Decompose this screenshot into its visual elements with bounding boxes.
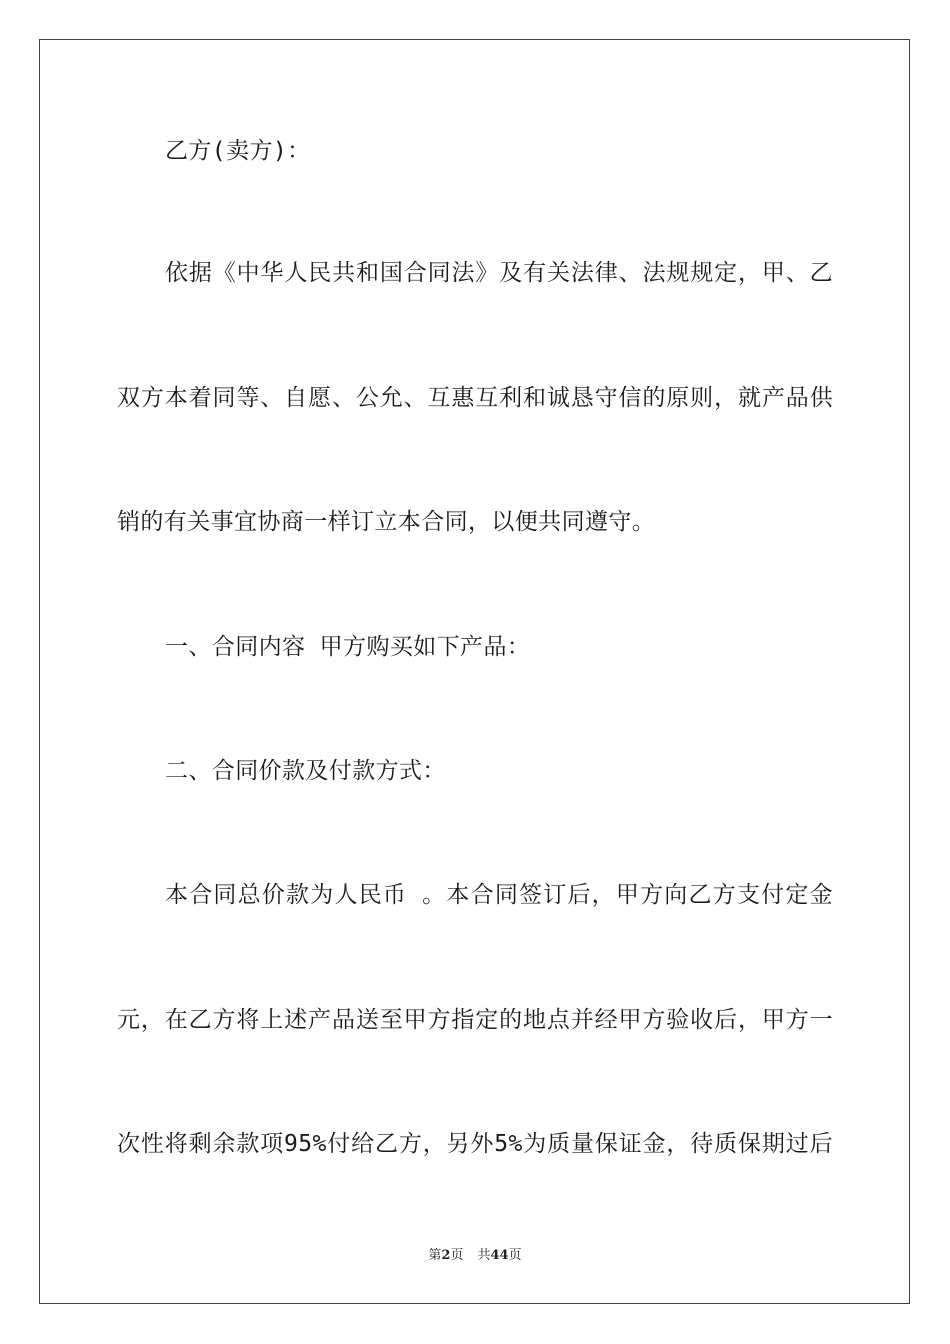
section-heading-contract-content: 一、合同内容 甲方购买如下产品： (165, 634, 531, 660)
page-prefix: 第 (428, 1248, 442, 1263)
paragraph-line: 元，在乙方将上述产品送至甲方指定的地点并经甲方验收后，甲方一 (117, 1007, 833, 1033)
paragraph-line: 双方本着同等、自愿、公允、互惠互利和诚恳守信的原则，就产品供 (117, 385, 833, 411)
paragraph-line: 依据《中华人民共和国合同法》及有关法律、法规规定，甲、乙 (165, 260, 833, 286)
total-suffix: 页 (508, 1248, 522, 1263)
total-pages: 44 (490, 1248, 509, 1263)
party-b-label: 乙方(卖方)： (165, 138, 311, 164)
page-suffix: 页 (450, 1248, 464, 1263)
total-prefix: 共 (477, 1248, 491, 1263)
paragraph-line: 销的有关事宜协商一样订立本合同，以便共同遵守。 (117, 509, 656, 535)
paragraph-line: 本合同总价款为人民币 。本合同签订后，甲方向乙方支付定金 (165, 882, 833, 908)
paragraph-line: 次性将剩余款项95%付给乙方，另外5%为质量保证金，待质保期过后 (117, 1131, 833, 1157)
page-number: 2 (441, 1248, 451, 1263)
page-border (39, 39, 910, 1304)
page-footer (0, 1247, 950, 1265)
section-heading-payment: 二、合同价款及付款方式： (165, 758, 446, 784)
